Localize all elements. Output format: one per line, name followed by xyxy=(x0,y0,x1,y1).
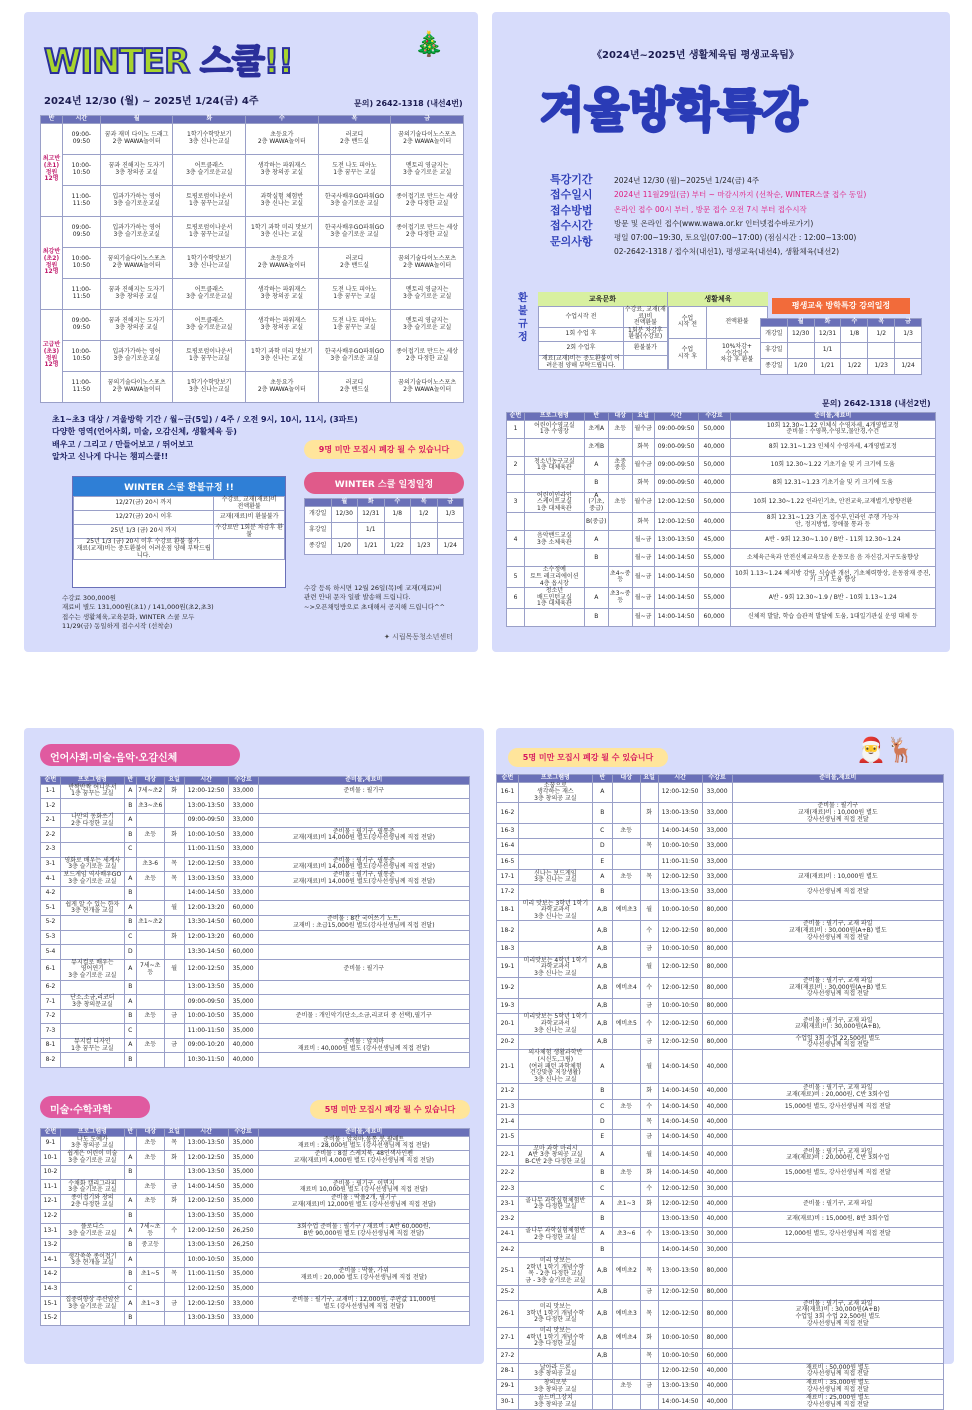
table-row: 21-2 B 화 14:00-14:50 40,000 준비물 : 필기구, 교재 파일 교재(재료)비 : 20,000원, C반 3회수업 xyxy=(497,1084,944,1099)
table-row: 10:00-10:50 꿈의기술다이노스포츠 2층 WAWA놀이터 1학기수학맛보기 3층 신나는교실 초등요가 2층 WAWA놀이터 러코디 2층 밴드실 꿈의기술다이노스포츠 2층 WAWA놀이터 xyxy=(41,247,464,278)
school-schedule-table: 월 화 수 목 금 개강일 12/30 12/31 1/8 1/2 1/3 휴강일 1/1 종강일 1/20 1/21 1/22 1/23 1/24 xyxy=(304,498,464,555)
table-row: 16-4 D 목 10:00-10:50 33,000 xyxy=(497,839,944,854)
panel-main-title: 겨울방학특강 xyxy=(540,83,807,137)
winter-school-timetable: 반 시간 월 화 수 목 금 최고반 (초1) 정원 12명 09:00-09:50 꿈과 재미 다이노 드래그 2층 WAWA놀이터 1학기수학맛보기 3층 신나는교실 초등요가 2층 WAWA놀이터 러코디 2층 밴드실 꿈의기술다이노스포츠 2층 WAWA놀이터 10:00-10:50 꿈과 진해지는 도자기 3층 창의공 교실 어트클래스 3층 슬기로운교실 생각하는 파워재스 3층 창의공 교실 도전 나도 피아노 1층 꿈꾸는 교실 멘토리 영글지는 3층 슬기로운 교실 11:00-11:50 입과가가하는 영어 3층 슬기로운교실 토평로럼이나운서 1층 꿈꾸는교실 과학실험 체험반 3층 신나는 교실 한국사배우GO파워GO 3층 슬기로운 교실 종이접기로 만드는 세상 2층 다정한 교실 최강반 (초2) 정원 12명 09:00-09:50 입과가가하는 영어 3층 슬기로운교실 토평로럼이나운서 1층 꿈꾸는교실 1학기 과학 미리 맛보기 3층 신나는 교실 한국사배우GO파워GO 3층 슬기로운 교실 종이접기로 만드는 세상 2층 다정한 교실 10:00-10:50 꿈의기술다이노스포츠 2층 WAWA놀이터 1학기수학맛보기 3층 신나는교실 초등요가 2층 WAWA놀이터 러코디 2층 밴드실 꿈의기술다이노스포츠 2층 WAWA놀이터 11:00-11:50 꿈과 진해지는 도자기 3층 창의공 교실 어트클래스 3층 슬기로운교실 생각하는 파워재스 3층 창의공 교실 도전 나도 피아노 1층 꿈꾸는 교실 멘토리 영글지는 3층 슬기로운 교실 고급반 (초3) 정원 12명 09:00-09:50 꿈과 진해지는 도자기 3층 창의공 교실 어트클래스 3층 슬기로운교실 생각하는 파워재스 3층 창의공 교실 도전 나도 피아노 1층 꿈꾸는 교실 멘토리 영글지는 3층 슬기로운 교실 10:00-10:50 입과가가하는 영어 3층 슬기로운교실 토평로럼이나운서 1층 꿈꾸는교실 1학기 과학 미리 맛보기 3층 신나는 교실 한국사배우GO파워GO 3층 슬기로운 교실 종이접기로 만드는 세상 2층 다정한 교실 11:00-11:50 꿈의기술다이노스포츠 2층 WAWA놀이터 1학기수학맛보기 3층 신나는교실 초등요가 2층 WAWA놀이터 러코디 2층 밴드실 꿈의기술다이노스포츠 2층 WAWA놀이터 xyxy=(40,115,464,403)
table-row: 2-1 나만의 동화쓰기 2층 다정한 교실 A 09:00-09:50 33,000 xyxy=(41,813,470,828)
art-math-program-table: 순번 프로그램명 반 대상 요일 시간 수강료 준비물,재료비 9-1 나도 도예가 3층 창의공 교실 초등 목 13:00-13:50 35,000 준비물 : 앞치마,물통,붓,팔레트 재료비 : 28,000원 별도 (강사선생님께 직접 전달) 10-1 쉽게은 어린이 미술 3층 슬기로운 교실 A 초등 화 12:00-12:50 35,000 준비물 : 8절 스케치북, 48인색사인펜 교재(재료)비 4,000원 별도 (강사선생님께 직접 전달) 10-2 B 13:00-13:50 35,000 11-1 수채화 캘리그라피 3층 슬기로운 교실 초등 금 14:00-14:50 35,000 준비물 : 필기구, 이면지 재료비 10,000원 별도 (강사선생님께 직접 전달) 12-1 종이접기와 창의 2층 다정한 교실 A 초등 화 12:00-12:50 35,000 준비물 : 딱풀2개, 필기구 교재(재료)비 12,000원 별도 (강사선생님께 직접 전달) 12-2 B 13:00-13:50 35,000 13-1 플로디스 3층 슬기로운 교실 A 7세~초등 수 12:00-12:50 26,250 3회수업 준비물 : 필기구 / 재료비 : A반 60,000원, B반 90,000원 별도 (강사선생님께 직접 전달) 13-2 B 중고등 13:00-13:50 26,250 14-1 생각쑥쑥 종이접기 3층 현개을 교실 A 10:00-10:50 35,000 14-2 B 초1~5 목 11:00-11:50 35,000 준비물 : 딱풀, 가위 재료비 : 20,000 별도 (강사선생님께 직접 전달) 14-3 C 12:00-12:50 35,000 15-1 집중력향상 주산암산 3층 슬기로운 교실 A 초1~3 금 12:00-12:50 33,000 준비물 : 필기구, 교재비 : 12,000원, 주판값 11,000원 별도 (강사선생님께 직접 전달) 15-2 B 13:00-13:50 33,000 xyxy=(40,1128,470,1326)
table-row: 휴강일 1/1 xyxy=(761,342,922,358)
table-row: 1회 수업 후 1회분 차감후 환불(수강료) xyxy=(539,327,668,341)
table-row: 2회 수업후 환불불가 xyxy=(539,341,668,355)
culture-program-panel xyxy=(24,728,484,1364)
table-row: 16-2 B 화 13:00-13:50 33,000 준비물 : 필기구 교재(재료)비 : 10,000원 별도 강사선생님께 직접 전달 xyxy=(497,803,944,824)
table-row: 27-2 A,B 목 10:00-10:50 60,000 xyxy=(497,1348,944,1363)
table-row: 8-2 B 10:30-11:50 40,000 xyxy=(41,1053,470,1068)
table-row: 종강일 1/20 1/21 1/22 1/23 1/24 xyxy=(305,538,464,554)
table-row: 재료(교재)비는 중도환불이 어려운점 양해 부탁드립니다. xyxy=(539,355,668,369)
table-row: 2-3 C 11:00-11:50 33,000 xyxy=(41,842,470,857)
table-row: 15-1 집중력향상 주산암산 3층 슬기로운 교실 A 초1~3 금 12:00-12:50 33,000 준비물 : 필기구, 교재비 : 12,000원, 주판값 11,000원 별도 (강사선생님께 직접 전달) xyxy=(41,1297,470,1312)
table-row: 20-2 A,B 금 12:00-12:50 80,000 수업일 3회 수업 22,500원 별도 강사선생님께 직접 전달 xyxy=(497,1035,944,1050)
table-row: 24-1 골나무 과학실험체험반 2층 다정한 교실 A 초3~6 수 13:00-13:50 30,000 12,000원 별도, 강사선생님께 직접 전달 xyxy=(497,1227,944,1242)
refund-title: WINTER 스쿨 환불규정 !! xyxy=(73,477,285,496)
table-row: 22-3 C 수 12:00-12:50 30,000 xyxy=(497,1181,944,1196)
table-row: 6-1 뮤지컬로 배우는 영어연기 3층 슬기로운 교실 A 7세~초등 월 12:00-12:50 35,000 준비물 : 필기구 xyxy=(41,959,470,980)
table-row: 5-1 쉽게 알 수 있는 한자 3층 현개을 교실 A 월 12:00-13:20 60,000 xyxy=(41,901,470,916)
table-row: 18-3 A,B 금 10:00-10:50 80,000 xyxy=(497,942,944,957)
table-row: 개강일 12/30 12/31 1/8 1/2 1/3 xyxy=(305,506,464,522)
table-row: 25년 1/3 (금) 20시 까지 수강료만 1회분 차감후 환불 xyxy=(74,525,285,539)
fee-notes: 수강료 300,000원 재료비 별도 131,000원(초1) / 141,000원(초2,초3) 접수는 생활체육,교육문화, WINTER 스쿨 모두 11/29(금) 동일하게 접수시작 (선착순) xyxy=(62,594,214,631)
contact-info-2: 문의) 2642-1318 (내선2번) xyxy=(822,399,931,408)
table-row: 10-1 쉽게은 어린이 미술 3층 슬기로운 교실 A 초등 화 12:00-12:50 35,000 준비물 : 8절 스케치북, 48인색사인펜 교재(재료)비 4,000원 별도 (강사선생님께 직접 전달) xyxy=(41,1151,470,1166)
table-row: 11:00-11:50 입과가가하는 영어 3층 슬기로운교실 토평로럼이나운서 1층 꿈꾸는교실 과학실험 체험반 3층 신나는 교실 한국사배우GO파워GO 3층 슬기로운 교실 종이접기로 만드는 세상 2층 다정한 교실 xyxy=(41,185,464,216)
table-row: 10:00-10:50 입과가가하는 영어 3층 슬기로운교실 토평로럼이나운서 1층 꿈꾸는교실 1학기 과학 미리 맛보기 3층 신나는 교실 한국사배우GO파워GO 3층 슬기로운 교실 종이접기로 만드는 세상 2층 다정한 교실 xyxy=(41,340,464,371)
table-row: 27-1 미리 맛보는 4학년 1학기 개념수학 2층 다정한 교실 A,B 예비초4 화 10:00-10:50 80,000 xyxy=(497,1328,944,1349)
table-row: 4 음악밴드교실 3층 소체육관 A 월~금 13:00-13:50 45,000 A반 - 9회 12.30~1.10 / B반 - 11회 12.30~1.24 xyxy=(507,531,936,549)
table-row: 7-2 B 초등 금 10:00-10:50 35,000 준비물 : 개인악기(단소,소금,리코더 중 선택),필기구 xyxy=(41,1009,470,1024)
table-row: 1-2 B 초3~초6 13:00-13:50 33,000 xyxy=(41,799,470,814)
table-row: 24-2 B 14:00-14:50 30,000 xyxy=(497,1242,944,1257)
closure-warning-2: 5명 미만 모집시 폐강 될 수 있습니다 xyxy=(310,1100,470,1119)
culture-program-table: 순번 프로그램명 반 대상 요일 시간 수강료 준비물,재료비 1-1 반짝반짝 어니운서 1층 꿈꾸는 교실 A 7세~초2 화 12:00-12:50 33,000 준비물 : 필기구 1-2 B 초3~초6 13:00-13:50 33,000 2-1 나만의 동화쓰기 2층 다정한 교실 A 09:00-09:50 33,000 2-2 B 초등 화 10:00-10:50 33,000 준비물 : 필기구, 필통준 교재(재료)비 14,000원 별도(강사선생님께 직접 전달) 2-3 C 11:00-11:50 33,000 3-1 영화로 배우는 세계사 3층 슬기로운 교실 초3-6 목 12:00-12:50 33,000 준비물 : 필기구, 필통준 교재(재료)비 14,000원 별도(강사선생님께 직접 전달) 4-1 보드게임 역사배우GO 3층 슬기로운 교실 A 초등 목 13:00-13:50 33,000 준비물 : 필기구, 필통준 교재(재료)비 14,000원 별도(강사선생님께 직접 전달) 4-2 B 14:00-14:50 33,000 5-1 쉽게 알 수 있는 한자 3층 현개을 교실 A 월 12:00-13:20 60,000 5-2 B 초1~초2 13:30-14:50 60,000 준비물 : 8칸 국어쓰기 노트, 교재비 : 초급15,000원 별도(강사선생님께 직접 전달) 5-3 C 화 12:00-13:20 60,000 5-4 D 13:30-14:50 60,000 6-1 뮤지컬로 배우는 영어연기 3층 슬기로운 교실 A 7세~초등 월 12:00-12:50 35,000 준비물 : 필기구 6-2 B 13:00-13:50 35,000 7-1 단소,소금,리코더 3층 창의문교실 A 09:00-09:50 35,000 7-2 B 초등 금 10:00-10:50 35,000 준비물 : 개인악기(단소,소금,리코더 중 선택),필기구 7-3 C 11:00-11:50 35,000 8-1 뮤지컬 디자인 1층 꿈꾸는 교실 A 초등 금 09:00-10:20 40,000 준비물 : 앞치마 재료비 : 40,000원 별도 (강사선생님께 직접 전달) 8-2 B 10:30-11:50 40,000 xyxy=(40,776,470,1068)
table-row: 21-3 C 초등 수 14:00-14:50 40,000 15,000원 별도, 강사선생님께 직접 전달 xyxy=(497,1099,944,1114)
table-row: 수업 시작 전 전액환불 xyxy=(668,307,767,339)
table-row: 20-1 미리맛보는 5학년 1학기 과학교과서 3층 신나는 교실 A,B 예비초5 수 12:00-12:50 60,000 준비물 : 필기구, 교재 파일 교재(재료)비 : 30,000원(A+B), xyxy=(497,1014,944,1035)
table-row: 19-1 미리맛보는 4학년 1학기 과학교과서 3층 신나는 교실 A,B 월 12:00-12:50 80,000 xyxy=(497,957,944,978)
table-row: 11:00-11:50 꿈의기술다이노스포츠 2층 WAWA놀이터 1학기수학맛보기 3층 신나는교실 초등요가 2층 WAWA놀이터 러코디 2층 밴드실 꿈의기술다이노스포츠 2층 WAWA놀이터 xyxy=(41,371,464,402)
table-row: 22-2 B 초등 화 14:00-14:50 40,000 15,000원 별도, 강사선생님께 직접 전달 xyxy=(497,1166,944,1181)
lecture-schedule-title: 평생교육 방학특강 강의일정 xyxy=(772,298,910,314)
science-program-panel xyxy=(496,728,954,1409)
table-row: 10:00-10:50 꿈과 진해지는 도자기 3층 창의공 교실 어트클래스 3층 슬기로운교실 생각하는 파워재스 3층 창의공 교실 도전 나도 피아노 1층 꿈꾸는 교실 멘토리 영글지는 3층 슬기로운 교실 xyxy=(41,154,464,185)
table-row: B 월~금 14:00-14:50 60,000 신체적 발달, 학습 습관적 발달에 도움, 1대일기관실 운영 대체 등 xyxy=(507,608,936,626)
table-row: 1-1 반짝반짝 어니운서 1층 꿈꾸는 교실 A 7세~초2 화 12:00-12:50 33,000 준비물 : 필기구 xyxy=(41,784,470,799)
table-row: 22-1 꼬마 과학 마리시 A반 3층 창의공 교실 B-C반 2층 다정한 교실 A 월 14:00-14:50 40,000 준비물 : 필기구, 교재 파일 교재(재료)비 : 20,000원, C반 3회수업 xyxy=(497,1145,944,1166)
table-row: 3-1 영화로 배우는 세계사 3층 슬기로운 교실 초3-6 목 12:00-12:50 33,000 준비물 : 필기구, 필통준 교재(재료)비 14,000원 별도(강사선생님께 직접 전달) xyxy=(41,857,470,872)
table-row: 21-5 E 금 14:00-14:50 40,000 xyxy=(497,1130,944,1145)
science-program-table: 순번 프로그램명 반 대상 요일 시간 수강료 준비물,재료비 16-1 소꿉으로 생각하는 재스 3층 창의공 교실 A 12:00-12:50 33,000 16-2 B 화 13:00-13:50 33,000 준비물 : 필기구 교재(재료)비 : 10,000원 별도 강사선생님께 직접 전달 16-3 C 초등 14:00-14:50 33,000 16-4 D 목 10:00-10:50 33,000 16-5 E 11:00-11:50 33,000 17-1 신나는 보드게임 3층 신나는 교실 A 초등 목 12:00-12:50 33,000 교재(재료)비 : 10,000원 별도 17-2 B 13:00-13:50 33,000 강사선생님께 직접 전달 18-1 미리 맛보는 3학년 1학기 과학교과서 3층 신나는 교실 A,B 예비초3 월 10:00-10:50 80,000 18-2 A,B 수 12:00-12:50 80,000 준비물 : 필기구, 교재 파일 교재(재료)비 : 30,000원(A+B) 별도 강사선생님께 직접 전달 18-3 A,B 금 10:00-10:50 80,000 19-1 미리맛보는 4학년 1학기 과학교과서 3층 신나는 교실 A,B 월 12:00-12:50 80,000 19-2 A,B 예비초4 수 12:00-12:50 80,000 준비물 : 필기구, 교재 파일 교재(재료)비 : 30,000원(A+B) 별도 강사선생님께 직접 전달 19-3 A,B 금 10:00-10:50 80,000 20-1 미리맛보는 5학년 1학기 과학교과서 3층 신나는 교실 A,B 예비초5 수 12:00-12:50 60,000 준비물 : 필기구, 교재 파일 교재(재료)비 : 30,000원(A+B), 20-2 A,B 금 12:00-12:50 80,000 수업일 3회 수업 22,500원 별도 강사선생님께 직접 전달 21-1 의사체험 생활과학반 (시신도,그림) (여러 패턴 과학체험 건강맞춤 직장생활) 3층 신나는 교실 A 월 14:00-14:50 40,000 21-2 B 화 14:00-14:50 40,000 준비물 : 필기구, 교재 파일 교재(재료)비 : 20,000원, C반 3회수업 21-3 C 초등 수 14:00-14:50 40,000 15,000원 별도, 강사선생님께 직접 전달 21-4 D 목 14:00-14:50 40,000 21-5 E 금 14:00-14:50 40,000 22-1 꼬마 과학 마리시 A반 3층 창의공 교실 B-C반 2층 다정한 교실 A 월 14:00-14:50 40,000 준비물 : 필기구, 교재 파일 교재(재료)비 : 20,000원, C반 3회수업 22-2 B 초등 화 14:00-14:50 40,000 15,000원 별도, 강사선생님께 직접 전달 22-3 C 수 12:00-12:50 30,000 23-1 골나무 과학실험체험반 2층 다정한 교실 A 초1~3 화 12:00-12:50 40,000 준비물 : 필기구, 교재 파일 23-2 B 13:00-13:50 40,000 교재(재료)비 : 15,000원, 8반 3회수업 24-1 골나무 과학실험체험반 2층 다정한 교실 A 초3~6 수 13:00-13:50 30,000 12,000원 별도, 강사선생님께 직접 전달 24-2 B 14:00-14:50 30,000 25-1 미리 맛보는 2학년 1학기 개념수학 목 - 2층 다정한 교실 금 - 3층 슬기로운 교실 A,B 예비초2 목 13:00-13:50 80,000 25-2 A,B 금 12:00-12:50 80,000 26-1 미리 맛보는 3학년 1학기 개념수학 2층 다정한 교실 A,B 예비초3 목 12:00-12:50 80,000 준비물 : 필기구, 교재 파일 교재(재료)비 : 30,000원(A+B) 수업일 3회 수업 22,500원 별도 강사선생님께 직접 전달 27-1 미리 맛보는 4학년 1학기 개념수학 2층 다정한 교실 A,B 예비초4 화 10:00-10:50 80,000 27-2 A,B 목 10:00-10:50 60,000 28-1 날아라 드론 3층 창의공 교실 12:00-12:50 40,000 재료비 : 50,000원 별도 강사선생님께 직접 전달 29-1 창의로봇 3층 창의공 교실 초등 금 13:00-13:50 40,000 재료비 : 35,000원 별도 강사선생님께 직접 전달 30-1 골드버그장치 3층 창의공 교실 14:00-14:50 40,000 재료비 : 25,000원 별도 강사선생님께 직접 전달 xyxy=(496,774,944,1410)
table-row: 종강일 1/20 1/21 1/22 1/23 1/24 xyxy=(761,358,922,374)
table-row: 12-1 종이접기와 창의 2층 다정한 교실 A 초등 화 12:00-12:50 35,000 준비물 : 딱풀2개, 필기구 교재(재료)비 12,000원 별도 (강사선생님께 직접 전달) xyxy=(41,1194,470,1209)
table-row: 8-1 뮤지컬 디자인 1층 꿈꾸는 교실 A 초등 금 09:00-10:20 40,000 준비물 : 앞치마 재료비 : 40,000원 별도 (강사선생님께 직접 전달) xyxy=(41,1038,470,1053)
table-row: 11-1 수채화 캘리그라피 3층 슬기로운 교실 초등 금 14:00-14:50 35,000 준비물 : 필기구, 이면지 재료비 10,000원 별도 (강사선생님께 직접 전달) xyxy=(41,1180,470,1195)
culture-section-title: 언어사회·미술·음악·오감신체 xyxy=(40,744,240,766)
table-row: 19-2 A,B 예비초4 수 12:00-12:50 80,000 준비물 : 필기구, 교재 파일 교재(재료)비 : 30,000원(A+B) 별도 강사선생님께 직접 전달 xyxy=(497,978,944,999)
table-row: 25-2 A,B 금 12:00-12:50 80,000 xyxy=(497,1285,944,1300)
table-row: 개강일 12/30 12/31 1/8 1/2 1/3 xyxy=(761,326,922,342)
table-row: 최강반 (초2) 정원 12명 09:00-09:50 입과가가하는 영어 3층 슬기로운교실 토평로럼이나운서 1층 꿈꾸는교실 1학기 과학 미리 맛보기 3층 신나는 교실 한국사배우GO파워GO 3층 슬기로운 교실 종이접기로 만드는 세상 2층 다정한 교실 xyxy=(41,216,464,247)
winter-school-title: WINTER 스쿨!! xyxy=(44,42,293,82)
table-row: 26-1 미리 맛보는 3학년 1학기 개념수학 2층 다정한 교실 A,B 예비초3 목 12:00-12:50 80,000 준비물 : 필기구, 교재 파일 교재(재료)비 : 30,000원(A+B) 수업일 3회 수업 22,500원 별도 강사선생님께 직접 전달 xyxy=(497,1300,944,1327)
christmas-tree-icon: 🎄 xyxy=(414,30,444,58)
table-row: 18-1 미리 맛보는 3학년 1학기 과학교과서 3층 신나는 교실 A,B 예비초3 월 10:00-10:50 80,000 xyxy=(497,900,944,921)
table-row: 14-2 B 초1~5 목 11:00-11:50 35,000 준비물 : 딱풀, 가위 재료비 : 20,000 별도 (강사선생님께 직접 전달) xyxy=(41,1267,470,1282)
santa-deco-icon: 🎅🦌 xyxy=(856,736,916,764)
table-row: 4-2 B 14:00-14:50 33,000 xyxy=(41,886,470,901)
table-row: 15-2 B 13:00-13:50 33,000 xyxy=(41,1311,470,1326)
table-row: 23-2 B 13:00-13:50 40,000 교재(재료)비 : 15,000원, 8반 3회수업 xyxy=(497,1212,944,1227)
table-row: 10-2 B 13:00-13:50 35,000 xyxy=(41,1165,470,1180)
summary-text: 초1~초3 대상 / 겨울방학 기간 / 월~금(5일) / 4주 / 오전 9시, 10시, 11시, (3파트) 다양한 영역(언어사회, 미술, 오감신체, 생활체육 등) 배우고 / 그리고 / 만들어보고 / 뛰어보고 알차고 신나게 다니는 챔피스쿨!! xyxy=(52,415,358,462)
table-row: 21-1 의사체험 생활과학반 (시신도,그림) (여러 패턴 과학체험 건강맞춤 직장생활) 3층 신나는 교실 A 월 14:00-14:50 40,000 xyxy=(497,1050,944,1084)
table-row: 28-1 날아라 드론 3층 창의공 교실 12:00-12:50 40,000 재료비 : 50,000원 별도 강사선생님께 직접 전달 xyxy=(497,1364,944,1379)
table-row: 고급반 (초3) 정원 12명 09:00-09:50 꿈과 진해지는 도자기 3층 창의공 교실 어트클래스 3층 슬기로운교실 생각하는 파워재스 3층 창의공 교실 도전 나도 피아노 1층 꿈꾸는 교실 멘토리 영글지는 3층 슬기로운 교실 xyxy=(41,309,464,340)
table-row: 30-1 골드버그장치 3층 창의공 교실 14:00-14:50 40,000 재료비 : 25,000원 별도 강사선생님께 직접 전달 xyxy=(497,1394,944,1409)
refund-tables: 교육문화 생활체육 수업시작 전 수강료, 교재(재료)비 전액환불 1회 수업 후 1회분 차감후 환불(수강료) 2회 수업후 환불불가 재료(교재)비는 중도환불이 어려운점 양해 부탁드립니다. 수업 시작 전 전액환불 수업 시작 후 10%차감+ 수강일수 차감 후 환불 xyxy=(538,292,768,370)
table-row: 5-3 C 화 12:00-13:20 60,000 xyxy=(41,930,470,945)
table-row: B(중급) 화목 12:00-12:50 40,000 8회 12.31~1.23 기초 접수부,인라인 주행 가능자 안, 정지방법, 장애물 통과 등 xyxy=(507,513,936,531)
table-row: 7-3 C 11:00-11:50 35,000 xyxy=(41,1024,470,1039)
table-row: 17-2 B 13:00-13:50 33,000 강사선생님께 직접 전달 xyxy=(497,885,944,900)
winter-special-panel: 《2024년~2025년 생활체육팀 평생교육팀》 겨울방학특강 특강기간 접수일시 접수방법 접수시간 문의사항 2024년 12/30 (월)~2025년 1/24(금) 4주 2024년 11월29일(금) 부터 ~ 마감시까지 (선착순, WINTER스쿨 접수 동일) 온라인 접수 00시 부터 , 방문 접수 오전 7시 부터 접수시작 방문 및 온라인 접수(www.wawa.or.kr 인터넷접수바로가기) 평일 07:00~19:30, 토요일(07:00~17:00) (점심시간 : 12:00~13:00) 02-2642-1318 / 접수처(내선1), 평생교육(내선4), 생활체육(내선2) 환불규정 교육문화 생활체육 수업시작 전 수강료, 교재(재료)비 전액환불 1회 수업 후 1회분 차감후 환불(수강료) 2회 수업후 환불불가 재료(교재)비는 중도환불이 어려운점 양해 부탁드립니다. 수업 시작 전 전액환불 수업 시작 후 10%차감+ 수강일수 차감 후 환불 평생교육 방학특강 강의일정 월 화 수 목 금 개강일 12/30 12/31 1/8 1/2 1/3 휴강일 1/1 종강일 1/20 1/21 1/22 1/23 1/24 문의) 2642-1318 (내선2번) 순번 프로그램명 반 대상 요일 시간 수강료 준비물,재료비 1 어린이수영교실 1층 수영장 초계A 초등 월수금 09:00-09:50 50,000 10회 12.30~1.22 인체식 수영자세, 4개영법교정 준비물 : 수영복,수영모,물안경,수건 초계B 화목 09:00-09:50 40,000 8회 12.31~1.23 인체식 수영자세, 4개영법교정 2 청소년농구교실 1층 대체육관 A 초중 중등 월수금 09:00-09:50 50,000 10회 12.30~1.22 기초기술 및 키 크기에 도움 B 화목 09:00-09:50 40,000 8회 12.31~1.23 기초기술 및 키 크기에 도움 3 어린이인라인 스케이트교실 1층 대체육관 A (기초,중급) 초등 월수금 12:00-12:50 50,000 10회 12.30~1.22 인라인기초, 안전교육,교재별기,방향전환 B(중급) 화목 12:00-12:50 40,000 8회 12.31~1.23 기초 접수부,인라인 주행 가능자 안, 정지방법, 장애물 통과 등 4 음악밴드교실 3층 소체육관 A 월~금 13:00-13:50 45,000 A반 - 9회 12.30~1.10 / B반 - 11회 12.30~1.24 B 월~금 14:00-14:50 55,000 소체육근육과 안전신체교육모음 운동모음 음 자신감,지구도움향상 5 소수정예 토트 레크리에이션 4층 옵시장 초4~중등 월~금 14:00-14:50 50,000 10회 1.13~1.24 체지방 감량, 식습관 개선, 기초체력향상, 운동잠재 증진, 키 크기 도움 향상 6 청소년 배드민턴교실 1층 대체육관 A 초3~중등 월~금 14:00-14:50 55,000 A반 - 9회 12.30~1.9 / B반 - 10회 1.13~1.24 B 월~금 14:00-14:50 60,000 신체적 발달, 학습 습관적 발달에 도움, 1대일기관실 운영 대체 등 xyxy=(492,12,950,652)
table-row: 6-2 B 13:00-13:50 35,000 xyxy=(41,980,470,995)
art-math-section-title: 미술·수학과학 xyxy=(40,1096,150,1118)
org-logo: ✦ 시립목동청소년센터 xyxy=(384,633,453,641)
table-row: B 화목 09:00-09:50 40,000 8회 12.31~1.23 기초기술 및 키 크기에 도움 xyxy=(507,474,936,492)
table-row: 13-2 B 중고등 13:00-13:50 26,250 xyxy=(41,1238,470,1253)
closure-warning: 9명 미만 모집시 폐강 될 수 있습니다 xyxy=(304,440,464,459)
table-row: 4-1 보드게임 역사배우GO 3층 슬기로운 교실 A 초등 목 13:00-13:50 33,000 준비물 : 필기구, 필통준 교재(재료)비 14,000원 별도(강사선생님께 직접 전달) xyxy=(41,872,470,887)
table-row: 25-1 미리 맛보는 2학년 1학기 개념수학 목 - 2층 다정한 교실 금 - 3층 슬기로운 교실 A,B 예비초2 목 13:00-13:50 80,000 xyxy=(497,1258,944,1285)
contact-info: 문의) 2642-1318 (내선4번) xyxy=(354,99,463,108)
table-row: 2 청소년농구교실 1층 대체육관 A 초중 중등 월수금 09:00-09:50 50,000 10회 12.30~1.22 기초기술 및 키 크기에 도움 xyxy=(507,456,936,474)
table-row: 최고반 (초1) 정원 12명 09:00-09:50 꿈과 재미 다이노 드래그 2층 WAWA놀이터 1학기수학맛보기 3층 신나는교실 초등요가 2층 WAWA놀이터 러코디 2층 밴드실 꿈의기술다이노스포츠 2층 WAWA놀이터 xyxy=(41,123,464,154)
refund-table xyxy=(73,496,285,560)
table-row: B 월~금 14:00-14:50 55,000 소체육근육과 안전신체교육모음 운동모음 음 자신감,지구도움향상 xyxy=(507,549,936,567)
table-row: 25년 1/3 (금) 20시 이후 수강료 환불 불가. 재료(교재)비는 중도환불이 어려운점 양해 부탁드립니다. xyxy=(74,539,285,560)
table-row: 3 어린이인라인 스케이트교실 1층 대체육관 A (기초,중급) 초등 월수금 12:00-12:50 50,000 10회 12.30~1.22 인라인기초, 안전교육,교재별기,방향전환 xyxy=(507,492,936,513)
closure-warning-3: 5명 미만 모집시 폐강 될 수 있습니다 xyxy=(508,748,668,767)
table-row: 23-1 골나무 과학실험체험반 2층 다정한 교실 A 초1~3 화 12:00-12:50 40,000 준비물 : 필기구, 교재 파일 xyxy=(497,1196,944,1211)
refund-label: 환불규정 xyxy=(518,293,528,343)
schedule-notes: 수강 등록 하시면 12월 26일(목)에 교재(재료)비 관련 안내 문자 일괄 발송해 드립니다. ~>오픈채팅방으로 초대해서 공지해 드립니다^^ xyxy=(304,584,446,611)
sports-program-table: 순번 프로그램명 반 대상 요일 시간 수강료 준비물,재료비 1 어린이수영교실 1층 수영장 초계A 초등 월수금 09:00-09:50 50,000 10회 12.30~1.22 인체식 수영자세, 4개영법교정 준비물 : 수영복,수영모,물안경,수건 초계B 화목 09:00-09:50 40,000 8회 12.31~1.23 인체식 수영자세, 4개영법교정 2 청소년농구교실 1층 대체육관 A 초중 중등 월수금 09:00-09:50 50,000 10회 12.30~1.22 기초기술 및 키 크기에 도움 B 화목 09:00-09:50 40,000 8회 12.31~1.23 기초기술 및 키 크기에 도움 3 어린이인라인 스케이트교실 1층 대체육관 A (기초,중급) 초등 월수금 12:00-12:50 50,000 10회 12.30~1.22 인라인기초, 안전교육,교재별기,방향전환 B(중급) 화목 12:00-12:50 40,000 8회 12.31~1.23 기초 접수부,인라인 주행 가능자 안, 정지방법, 장애물 통과 등 4 음악밴드교실 3층 소체육관 A 월~금 13:00-13:50 45,000 A반 - 9회 12.30~1.10 / B반 - 11회 12.30~1.24 B 월~금 14:00-14:50 55,000 소체육근육과 안전신체교육모음 운동모음 음 자신감,지구도움향상 5 소수정예 토트 레크리에이션 4층 옵시장 초4~중등 월~금 14:00-14:50 50,000 10회 1.13~1.24 체지방 감량, 식습관 개선, 기초체력향상, 운동잠재 증진, 키 크기 도움 향상 6 청소년 배드민턴교실 1층 대체육관 A 초3~중등 월~금 14:00-14:50 55,000 A반 - 9회 12.30~1.9 / B반 - 10회 1.13~1.24 B 월~금 14:00-14:50 60,000 신체적 발달, 학습 습관적 발달에 도움, 1대일기관실 운영 대체 등 xyxy=(506,412,936,627)
table-row: 5-4 D 13:30-14:50 60,000 xyxy=(41,945,470,960)
table-row: 수업시작 전 수강료, 교재(재료)비 전액환불 xyxy=(539,307,668,328)
table-row: 14-3 C 12:00-12:50 35,000 xyxy=(41,1282,470,1297)
table-row: 29-1 창의로봇 3층 창의공 교실 초등 금 13:00-13:50 40,000 재료비 : 35,000원 별도 강사선생님께 직접 전달 xyxy=(497,1379,944,1394)
table-row: 9-1 나도 도예가 3층 창의공 교실 초등 목 13:00-13:50 35,000 준비물 : 앞치마,물통,붓,팔레트 재료비 : 28,000원 별도 (강사선생님께 직접 전달) xyxy=(41,1136,470,1151)
table-row: 16-3 C 초등 14:00-14:50 33,000 xyxy=(497,824,944,839)
table-row: 11:00-11:50 꿈과 진해지는 도자기 3층 창의공 교실 어트클래스 3층 슬기로운교실 생각하는 파워재스 3층 창의공 교실 도전 나도 피아노 1층 꿈꾸는 교실 멘토리 영글지는 3층 슬기로운 교실 xyxy=(41,278,464,309)
table-row: 14-1 생각쑥쑥 종이접기 3층 현개을 교실 A 10:00-10:50 35,000 xyxy=(41,1253,470,1268)
lecture-schedule-table: 월 화 수 목 금 개강일 12/30 12/31 1/8 1/2 1/3 휴강일 1/1 종강일 1/20 1/21 1/22 1/23 1/24 xyxy=(760,318,922,375)
table-row: 수업 시작 후 10%차감+ 수강일수 차감 후 환불 xyxy=(668,338,767,370)
table-row: 19-3 A,B 금 10:00-10:50 80,000 xyxy=(497,999,944,1014)
table-row: 18-2 A,B 수 12:00-12:50 80,000 준비물 : 필기구, 교재 파일 교재(재료)비 : 30,000원(A+B) 별도 강사선생님께 직접 전달 xyxy=(497,921,944,942)
table-row: 5-2 B 초1~초2 13:30-14:50 60,000 준비물 : 8칸 국어쓰기 노트, 교재비 : 초급15,000원 별도(강사선생님께 직접 전달) xyxy=(41,915,470,930)
school-dates: 2024년 12/30 (월) ~ 2025년 1/24(금) 4주 xyxy=(44,96,259,107)
table-row: 12/27(금) 20시 까지 수강료, 교재(재료)비 전액환불 xyxy=(74,497,285,511)
table-row: 2-2 B 초등 화 10:00-10:50 33,000 준비물 : 필기구, 필통준 교재(재료)비 14,000원 별도(강사선생님께 직접 전달) xyxy=(41,828,470,843)
table-row: 12-2 B 13:00-13:50 35,000 xyxy=(41,1209,470,1224)
table-row: 16-5 E 11:00-11:50 33,000 xyxy=(497,854,944,869)
schedule-title: WINTER 스쿨 일정일정 xyxy=(304,472,464,494)
table-row: 16-1 소꿉으로 생각하는 재스 3층 창의공 교실 A 12:00-12:50 33,000 xyxy=(497,782,944,803)
table-row: 휴강일 1/1 xyxy=(305,522,464,538)
table-row: 5 소수정예 토트 레크리에이션 4층 옵시장 초4~중등 월~금 14:00-14:50 50,000 10회 1.13~1.24 체지방 감량, 식습관 개선, 기초체력향상, 운동잠재 증진, 키 크기 도움 향상 xyxy=(507,567,936,588)
table-row: 17-1 신나는 보드게임 3층 신나는 교실 A 초등 목 12:00-12:50 33,000 교재(재료)비 : 10,000원 별도 xyxy=(497,870,944,885)
panel-subtitle: 《2024년~2025년 생활체육팀 평생교육팀》 xyxy=(592,50,799,61)
table-row: 7-1 단소,소금,리코더 3층 창의문교실 A 09:00-09:50 35,000 xyxy=(41,995,470,1010)
table-row: 21-4 D 목 14:00-14:50 40,000 xyxy=(497,1115,944,1130)
winter-school-panel xyxy=(24,12,478,652)
table-row: 1 어린이수영교실 1층 수영장 초계A 초등 월수금 09:00-09:50 50,000 10회 12.30~1.22 인체식 수영자세, 4개영법교정 준비물 : 수영복,수영모,물안경,수건 xyxy=(507,420,936,438)
table-row: 13-1 플로디스 3층 슬기로운 교실 A 7세~초등 수 12:00-12:50 26,250 3회수업 준비물 : 필기구 / 재료비 : A반 60,000원, B반 90,000원 별도 (강사선생님께 직접 전달) xyxy=(41,1224,470,1239)
table-row: 12/27(금) 20시 이후 교재(재료)비 환불불가 xyxy=(74,511,285,525)
table-row: 6 청소년 배드민턴교실 1층 대체육관 A 초3~중등 월~금 14:00-14:50 55,000 A반 - 9회 12.30~1.9 / B반 - 10회 1.13~1.24 xyxy=(507,588,936,609)
table-row: 초계B 화목 09:00-09:50 40,000 8회 12.31~1.23 인체식 수영자세, 4개영법교정 xyxy=(507,438,936,456)
refund-box xyxy=(72,476,286,588)
